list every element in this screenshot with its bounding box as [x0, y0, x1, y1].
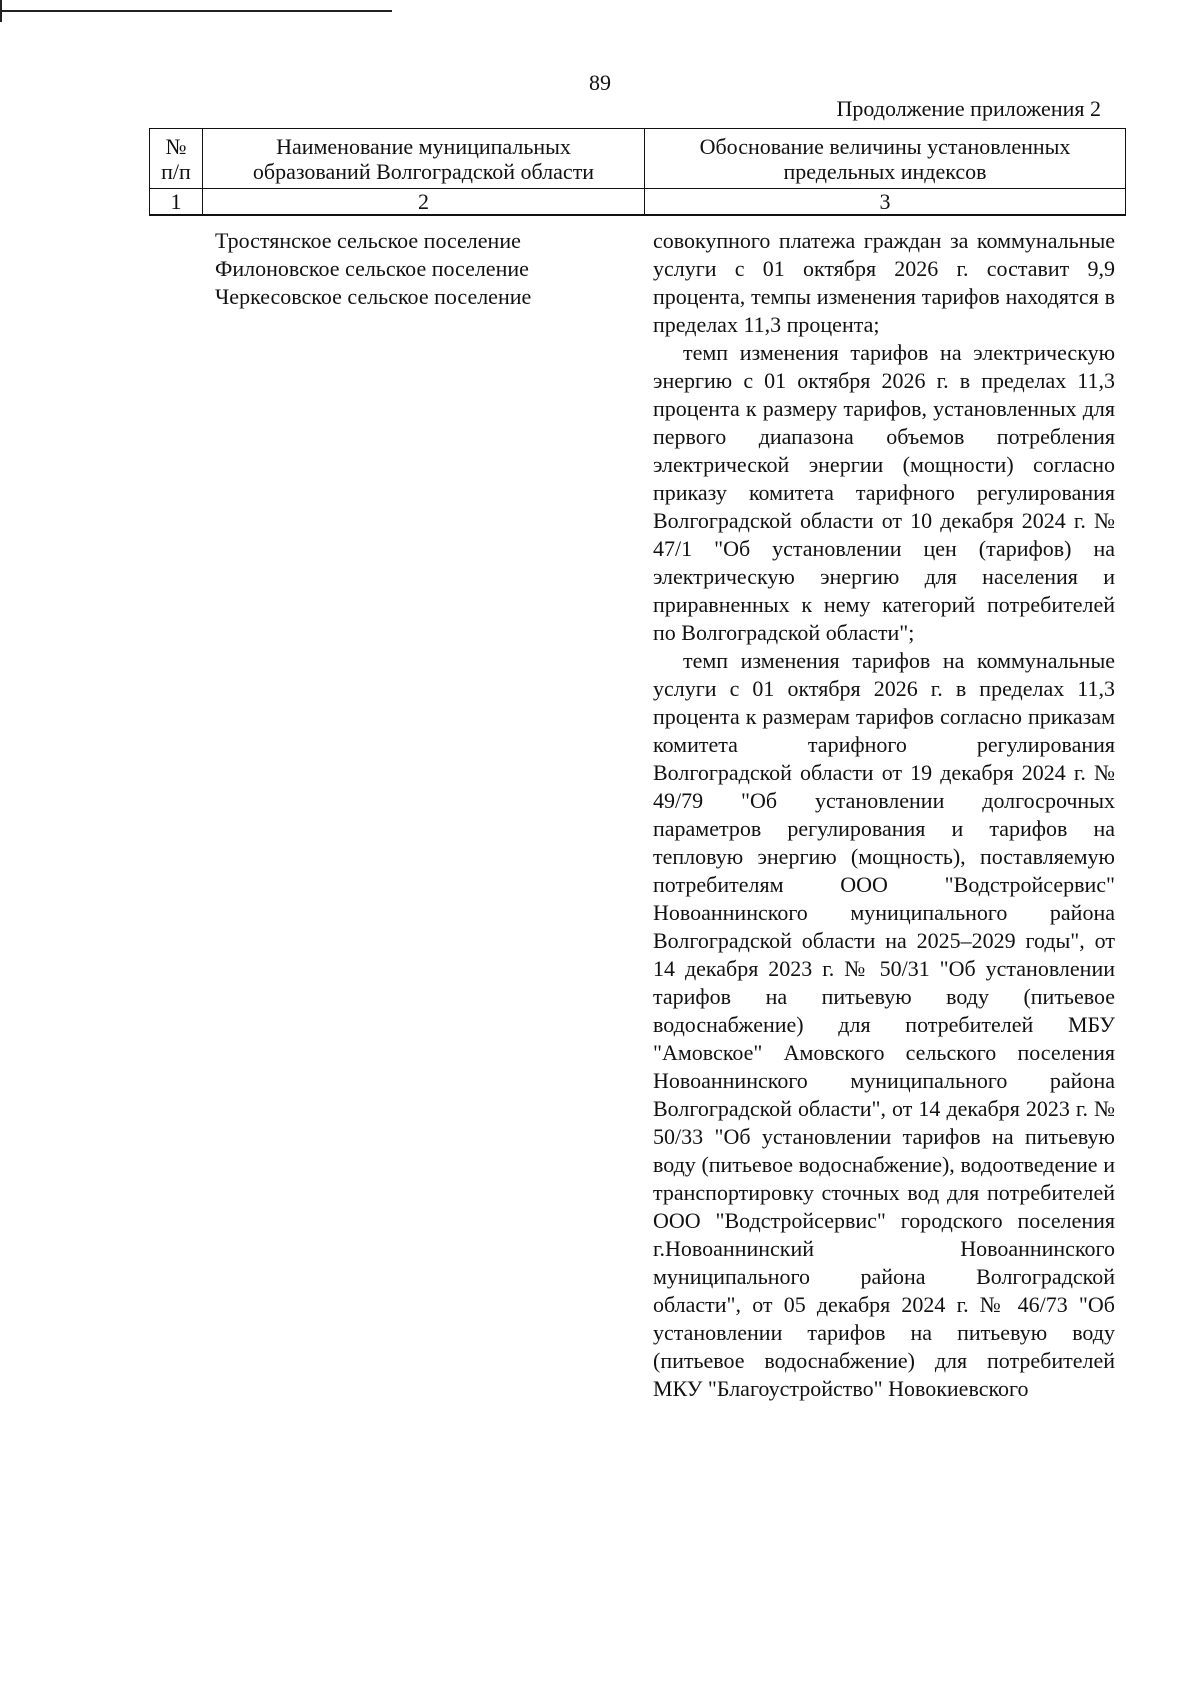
- settlement-item: Филоновское сельское поселение: [215, 256, 529, 281]
- justification-text: [653, 227, 1115, 1403]
- justification-paragraph-3: темп изменения тарифов на коммунальные услуги с 01 октября 2026 г. в пределах 11,3 процента к размерам тарифов согласно приказам комитета тарифного регулирования Волгоградской области от 19 декабря 2024 г. № 49/79 "Об установлении долгосрочных параметров регулирования и тарифов на тепловую энергию (мощность), поставляемую потребителям ООО "Водстройсервис" Новоаннинского муниципального района Волгоградской области на 2025–2029 годы", от 14 декабря 2023 г. № 50/31 "Об установлении тарифов на питьевую воду (питьевое водоснабжение) для потребителей МБУ "Амовское" Амовского сельского поселения Новоаннинского муниципального района Волгоградской области", от 14 декабря 2023 г. № 50/33 "Об установлении тарифов на питьевую воду (питьевое водоснабжение), водоотведение и транспортировку сточных вод для потребителей ООО "Водстройсервис" городского поселения г.Новоаннинский Новоаннинского муниципального района Волгоградской области", от 05 декабря 2024 г. № 46/73 "Об установлении тарифов на питьевую воду (питьевое водоснабжение) для потребителей МКУ "Благоустройство" Новокиевского: [653, 648, 1115, 1401]
- continuation-label: Продолжение приложения 2: [836, 96, 1101, 121]
- header-number-line2: п/п: [161, 158, 191, 184]
- header-cell-number: [150, 129, 203, 189]
- header-cell-municipality: [203, 129, 645, 189]
- header-cell-justification: [645, 129, 1126, 189]
- column-number-2: 2: [203, 189, 645, 216]
- settlements-list: [215, 227, 595, 311]
- justification-paragraph-2: темп изменения тарифов на электрическую энергию с 01 октября 2026 г. в пределах 11,3 процента к размеру тарифов, установленных для первого диапазона объемов потребления электрической энергии (мощности) согласно приказу комитета тарифного регулирования Волгоградской области от 10 декабря 2024 г. № 47/1 "Об установлении цен (тарифов) на электрическую энергию для населения и приравненных к нему категорий потребителей по Волгоградской области";: [653, 340, 1115, 645]
- scan-edge-left: [0, 0, 2, 22]
- header-justification-line1: Обоснование величины установленных: [699, 133, 1071, 159]
- table-column-numbers-row: [150, 189, 1126, 216]
- table-header-row: [150, 129, 1126, 189]
- table-header: [149, 128, 1126, 216]
- header-justification-line2: предельных индексов: [783, 158, 987, 184]
- header-municipality-line2: образований Волгоградской области: [252, 158, 595, 184]
- header-municipality-line1: Наименование муниципальных: [276, 133, 571, 159]
- page-number: 89: [589, 70, 611, 95]
- header-number-line1: №: [165, 133, 187, 159]
- scan-edge-top: [0, 10, 392, 12]
- column-number-3: 3: [645, 189, 1126, 216]
- column-number-1: 1: [150, 189, 203, 216]
- settlement-item: Черкесовское сельское поселение: [215, 284, 532, 309]
- justification-paragraph-1: совокупного платежа граждан за коммунальные услуги с 01 октября 2026 г. составит 9,9 процента, темпы изменения тарифов находятся в пределах 11,3 процента;: [653, 228, 1115, 337]
- settlement-item: Тростянское сельское поселение: [215, 228, 521, 253]
